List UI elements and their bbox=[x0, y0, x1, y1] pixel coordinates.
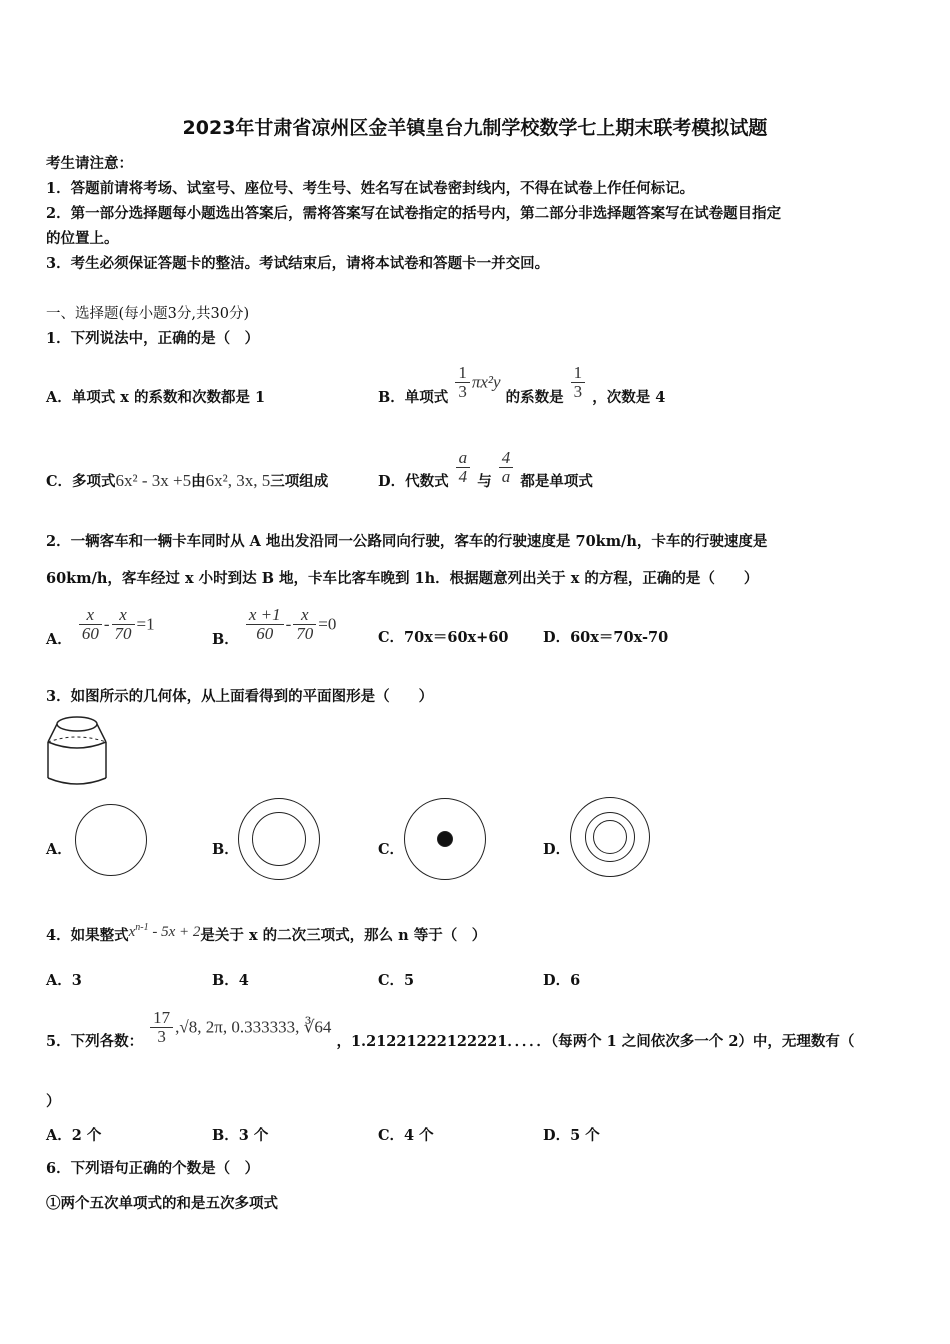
q1-option-b: B．单项式 $\frac{1}{3}$ πx²y 的系数是 $\frac{1}{3}$ ，次数是 4 bbox=[378, 363, 666, 406]
q4-option-d: D．6 bbox=[543, 972, 581, 989]
q5-stem: 5．下列各数： $\frac{17}{3}$ ,√8, 2π, 0.333333, ∛64 ，1.21221222122221．．．．．（每两个 1 之间依次多一个 2）中，无理数有（ bbox=[46, 1008, 855, 1050]
notice-heading: 考生请注意： bbox=[46, 155, 133, 172]
q4-option-a: A．3 bbox=[46, 972, 82, 989]
section-heading: 一、选择题(每小题3分,共30分) bbox=[46, 306, 250, 322]
q2-option-c: C．70x＝60x+60 bbox=[378, 629, 509, 646]
q4-stem: 4．如果整式$x^{n-1} - 5x + 2$是关于 x 的二次三项式，那么 n 等于（ ） bbox=[46, 922, 487, 944]
q5-option-b: B．3 个 bbox=[212, 1127, 269, 1144]
q3-stem: 3．如图所示的几何体，从上面看得到的平面图形是（ ） bbox=[46, 688, 434, 705]
q3-option-b-label: B． bbox=[212, 841, 239, 858]
q3-option-a-circle bbox=[75, 804, 147, 876]
q1-b-frac: $\frac{1}{3}$ bbox=[455, 364, 470, 401]
q5-stem-close: ） bbox=[46, 1093, 61, 1110]
q1-b-coef-frac: $\frac{1}{3}$ bbox=[571, 364, 586, 401]
q4-option-c: C．5 bbox=[378, 972, 415, 989]
page-title: 2023年甘肃省凉州区金羊镇皇台九制学校数学七上期末联考模拟试题 bbox=[182, 117, 768, 139]
notice-item-2: 2．第一部分选择题每小题选出答案后，需将答案写在试卷指定的括号内，第二部分非选择题答案写在试卷题目指定 bbox=[46, 205, 782, 222]
q2-option-a: A． $\frac{x}{60}$ - $\frac{x}{70}$ =1 bbox=[46, 605, 155, 648]
q3-option-d-label: D． bbox=[543, 841, 571, 858]
q6-item-1: ①两个五次单项式的和是五次多项式 bbox=[46, 1195, 278, 1212]
q1-option-a: A．单项式 x 的系数和次数都是 1 bbox=[46, 389, 266, 406]
q2-stem-line2: 60km/h，客车经过 x 小时到达 B 地，卡车比客车晚到 1h．根据题意列出关于 x 的方程，正确的是（ ） bbox=[46, 570, 759, 587]
q3-option-a-label: A． bbox=[46, 841, 72, 858]
q1-d-frac-4a: $\frac{4}{a}$ bbox=[499, 449, 514, 486]
q3-option-c-dot bbox=[437, 831, 453, 847]
q2-stem-line1: 2．一辆客车和一辆卡车同时从 A 地出发沿同一公路同向行驶，客车的行驶速度是 70km/h，卡车的行驶速度是 bbox=[46, 533, 768, 550]
q2-option-b: B． $\frac{x +1}{60}$ - $\frac{x}{70}$ =0 bbox=[212, 605, 337, 648]
q3-option-d-inner-circle bbox=[593, 820, 627, 854]
notice-item-3: 3．考生必须保证答题卡的整洁。考试结束后，请将本试卷和答题卡一并交回。 bbox=[46, 255, 550, 272]
q6-stem: 6．下列语句正确的个数是（ ） bbox=[46, 1160, 260, 1177]
q1-d-frac-a4: $\frac{a}{4}$ bbox=[456, 449, 471, 486]
q3-option-c-label: C． bbox=[378, 841, 405, 858]
q1-option-d: D．代数式 $\frac{a}{4}$ 与 $\frac{4}{a}$ 都是单项式 bbox=[378, 448, 593, 490]
q1-stem: 1．下列说法中，正确的是（ ） bbox=[46, 330, 260, 347]
q2-option-d: D．60x＝70x-70 bbox=[543, 629, 669, 646]
q3-option-b-inner-circle bbox=[252, 812, 306, 866]
q1-option-c: C．多项式6x² - 3x +5由6x², 3x, 5三项组成 bbox=[46, 471, 329, 490]
q3-solid-figure bbox=[44, 712, 110, 792]
q5-option-a: A．2 个 bbox=[46, 1127, 102, 1144]
notice-item-1: 1．答题前请将考场、试室号、座位号、考生号、姓名写在试卷密封线内，不得在试卷上作任何标记。 bbox=[46, 180, 695, 197]
q4-option-b: B．4 bbox=[212, 972, 249, 989]
notice-item-2-cont: 的位置上。 bbox=[46, 230, 119, 247]
q5-option-d: D．5 个 bbox=[543, 1127, 600, 1144]
q5-option-c: C．4 个 bbox=[378, 1127, 434, 1144]
